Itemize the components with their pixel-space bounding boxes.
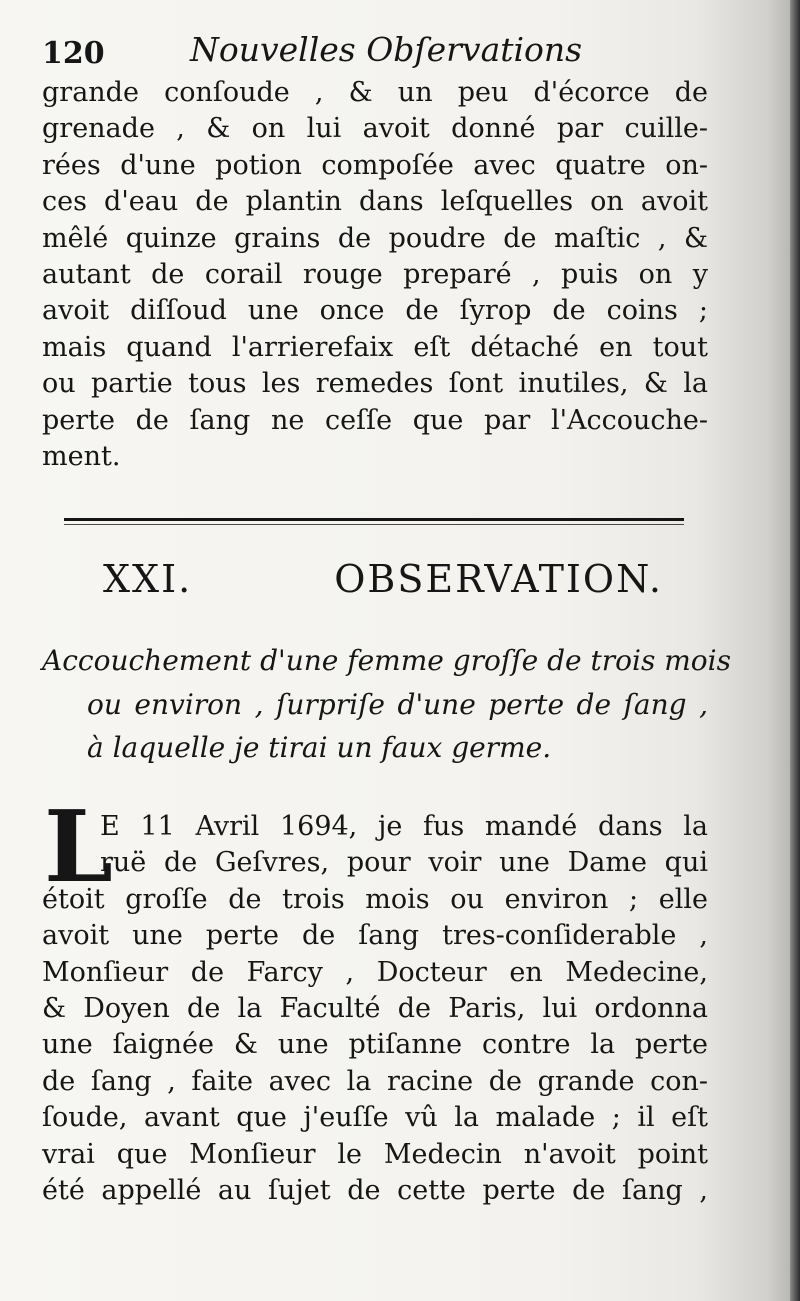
- text-line: perte de ſang ne ceſſe que par l'Accouche-: [42, 404, 708, 436]
- text-line: ment.: [42, 440, 121, 472]
- top-paragraph: [42, 75, 708, 475]
- text-line: de ſang , faite avec la racine de grande con-: [42, 1065, 708, 1097]
- text-line: avoit diſſoud une once de ſyrop de coins ;: [42, 295, 708, 327]
- text-line: été appellé au ſujet de cette perte de ſang ,: [42, 1174, 708, 1206]
- text-line: rées d'une potion compoſée avec quatre on-: [42, 149, 708, 181]
- text-line: avoit une perte de ſang tres-conſiderable ,: [42, 920, 708, 952]
- drop-cap: L: [44, 790, 113, 905]
- observation-heading: XXI. OBSERVATION.: [103, 557, 663, 601]
- text-line: grenade , & on lui avoit donné par cuille-: [42, 113, 708, 145]
- page-header: [42, 30, 702, 76]
- text-line: ces d'eau de plantin dans leſquelles on avoit: [42, 186, 708, 218]
- page-edge-shadow: [790, 0, 800, 1301]
- text-line: ruë de Geſvres, pour voir une Dame qui: [100, 847, 708, 879]
- text-line: autant de corail rouge preparé , puis on y: [42, 258, 708, 290]
- text-line: une ſaignée & une ptiſanne contre la perte: [42, 1029, 708, 1061]
- observation-body: [42, 809, 708, 1209]
- text-line: grande conſoude , & un peu d'écorce de: [42, 77, 708, 108]
- page-number: 120: [42, 36, 105, 71]
- text-line: mêlé quinze grains de poudre de maſtic , &: [42, 222, 708, 254]
- text-line: étoit groſſe de trois mois ou environ ; elle: [42, 883, 708, 915]
- text-line: ou partie tous les remedes ſont inutiles, & la: [42, 368, 708, 400]
- text-line: & Doyen de la Faculté de Paris, lui ordonna: [42, 992, 708, 1024]
- subtitle-line: à laquelle je tirai un faux germe.: [87, 731, 552, 765]
- running-title: Nouvelles Obſervations: [190, 30, 583, 69]
- section-divider: [64, 518, 684, 521]
- text-line: E 11 Avril 1694, je fus mandé dans la: [100, 811, 708, 842]
- text-line: mais quand l'arrierefaix eſt détaché en tout: [42, 331, 708, 363]
- observation-subtitle: [42, 640, 731, 771]
- section-divider-thin: [64, 524, 684, 525]
- subtitle-line: ou environ , ſurpriſe d'une perte de ſang ,: [87, 687, 708, 721]
- text-line: ſoude, avant que j'euſſe vû la malade ; il eſt: [42, 1102, 708, 1134]
- subtitle-line: Accouchement d'une femme groſſe de trois mois: [42, 644, 731, 677]
- text-line: vrai que Monſieur le Medecin n'avoit point: [42, 1138, 708, 1170]
- text-line: Monſieur de Farcy , Docteur en Medecine,: [42, 956, 708, 988]
